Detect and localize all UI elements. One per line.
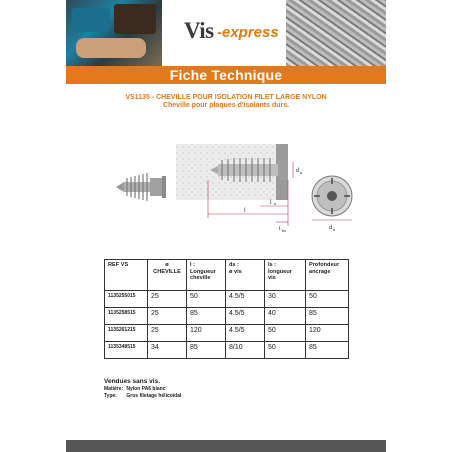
product-subtitle: Cheville pour plaques d'isolants durs. xyxy=(162,102,290,109)
note-material: Matière: Nylon PA6 blanc xyxy=(104,386,166,392)
label-ls-sub: s xyxy=(274,201,276,206)
header-diameter: ø CHEVILLE xyxy=(148,260,187,291)
table-row: 1135255015 25 50 4.5/5 30 50 xyxy=(105,291,349,308)
label-do-sub: o xyxy=(333,227,336,232)
table-row: 1135261215 25 120 4.5/5 50 120 xyxy=(105,325,349,342)
screws-photo xyxy=(286,0,386,66)
label-tfix-sub: fix xyxy=(282,228,286,233)
logo-main: Vis xyxy=(184,18,214,43)
header-length: l : Longueur cheville xyxy=(187,260,226,291)
header-ref: REF VS xyxy=(105,260,148,291)
header-anchor-depth: Profondeur ancrage xyxy=(306,260,349,291)
label-ds-sub: s xyxy=(300,170,302,175)
header-screw-diameter: ds : ø vis xyxy=(226,260,265,291)
table-header-row xyxy=(105,260,349,291)
notes-section xyxy=(104,378,181,399)
anchor-end-view xyxy=(312,176,352,220)
technical-drawing xyxy=(110,140,370,240)
logo-sub: -express xyxy=(217,24,279,41)
label-tfix: t xyxy=(279,226,281,232)
anchor-side-view xyxy=(116,173,166,201)
header-screw-length: ls : longueur vis xyxy=(265,260,306,291)
banner-title: Fiche Technique xyxy=(169,67,283,83)
label-l: l xyxy=(244,208,246,214)
product-title: VS1135 - CHEVILLE POUR ISOLATION FILET LARGE NYLON xyxy=(125,94,327,101)
footer-bar xyxy=(66,440,386,452)
notes-title: Vendues sans vis. xyxy=(104,378,161,385)
table-row: 1135348515 34 85 8/10 50 85 xyxy=(105,342,349,359)
spec-table xyxy=(104,259,349,359)
tools-photo xyxy=(66,0,162,66)
label-do: d xyxy=(329,225,332,231)
label-ds: d xyxy=(296,168,299,174)
label-ls: l xyxy=(270,200,272,206)
note-type: Type: Gros filetage hélicoïdal xyxy=(104,393,182,399)
table-row: 1135258515 25 85 4.5/5 40 85 xyxy=(105,308,349,325)
